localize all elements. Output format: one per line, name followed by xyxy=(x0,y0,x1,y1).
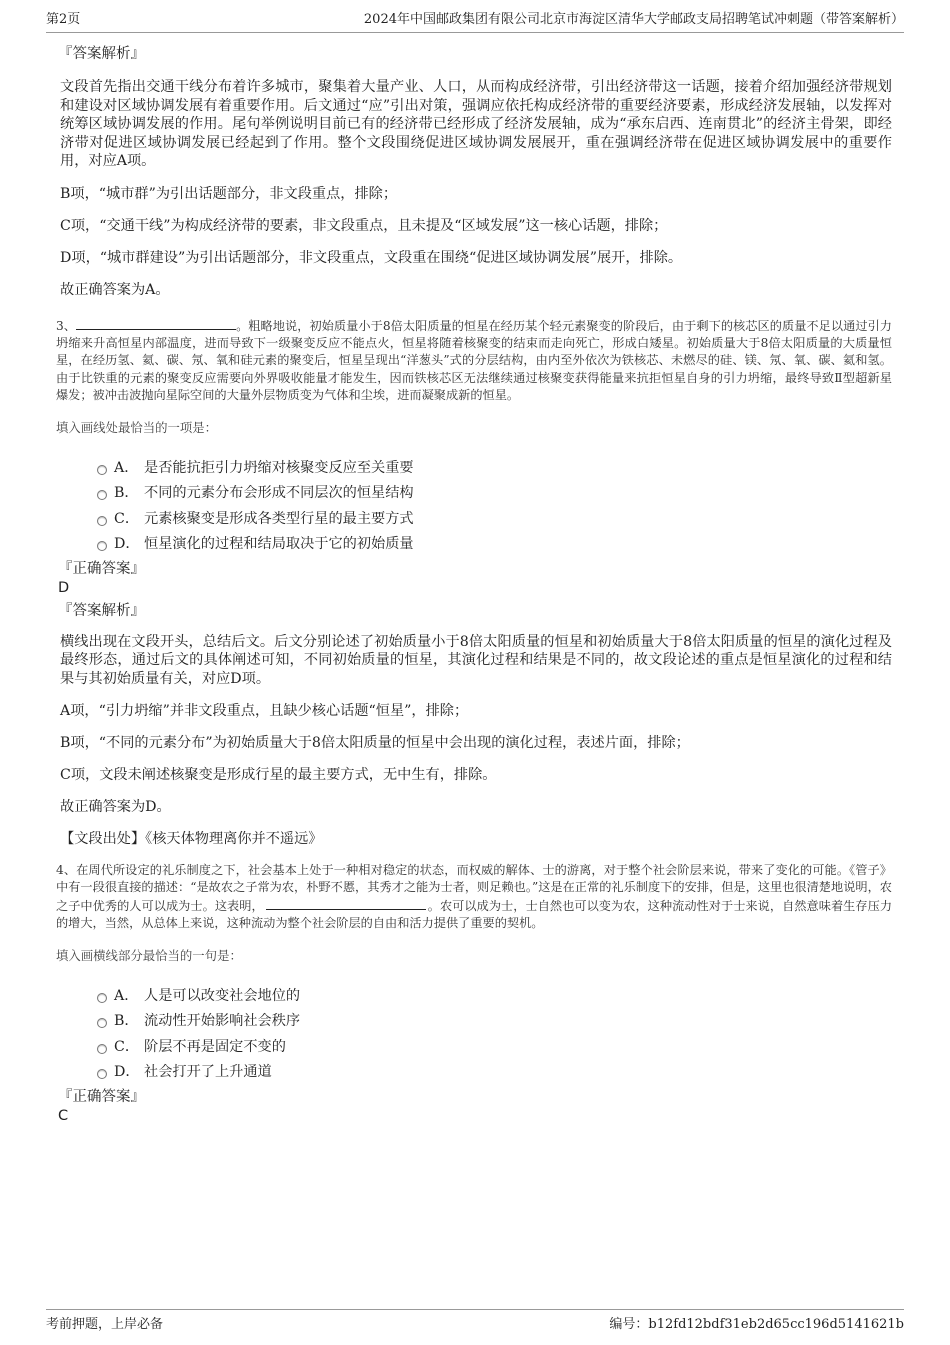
q3-option-a[interactable] xyxy=(56,457,892,483)
q3-options xyxy=(56,457,892,559)
q2-analysis-section xyxy=(56,44,892,299)
radio-icon[interactable] xyxy=(97,1044,107,1054)
q4-answer: C xyxy=(58,1107,69,1124)
q2-analysis-text: 文段首先指出交通干线分布着许多城市，聚集着大量产业、人口，从而构成经济带，引出经济带这一话题，接着介绍加强经济带规划和建设对区域协调发展有着重要作用。后文通过“应”引出对策，强调应依托构成经济带的重要经济要素，形成经济发展轴，以发挥对统筹区域协调发展的作用。尾句举例说明目前已有的经济带已经形成了经济发展轴，成为“承东启西、连南贯北”的经济主骨架，即经济带对促进区域协调发展已经起到了作用。整个文段围绕促进区域协调发展展开，重在强调经济带在促进区域协调发展中的重要作用，对应A项。 xyxy=(60,79,892,169)
q4-prompt: 填入画横线部分最恰当的一句是： xyxy=(56,947,242,963)
option-letter: A． xyxy=(114,987,139,1004)
radio-icon[interactable] xyxy=(97,993,107,1003)
option-text: 流动性开始影响社会秩序 xyxy=(144,1013,301,1030)
question-3 xyxy=(56,317,892,849)
option-letter: C． xyxy=(114,1038,140,1055)
option-letter: B． xyxy=(114,1013,139,1030)
q3-option-d[interactable] xyxy=(56,533,892,559)
q2-correct-answer-line: 故正确答案为A。 xyxy=(60,281,170,298)
document-id: 编号：b12fd12bdf31eb2d65cc196d5141621b xyxy=(609,1317,904,1332)
radio-icon[interactable] xyxy=(97,490,107,500)
document-title: 2024年中国邮政集团有限公司北京市海淀区清华大学邮政支局招聘笔试冲刺题（带答案解析） xyxy=(363,12,904,27)
q3-correct-answer-line: 故正确答案为D。 xyxy=(60,799,171,816)
option-letter: A． xyxy=(114,459,139,476)
page-number: 第2页 xyxy=(46,12,81,27)
q2-analysis-label: 『答案解析』 xyxy=(58,46,145,62)
q4-fill-blank xyxy=(266,897,426,910)
option-letter: D． xyxy=(114,536,140,553)
radio-icon[interactable] xyxy=(97,1069,107,1079)
q3-option-c[interactable] xyxy=(56,508,892,534)
radio-icon[interactable] xyxy=(97,516,107,526)
option-text: 元素核聚变是形成各类型行星的最主要方式 xyxy=(144,510,414,527)
q3-source: 【文段出处】《核天体物理离你并不遥远》 xyxy=(60,831,323,848)
q3-analysis-line-a: A项，“引力坍缩”并非文段重点，且缺少核心话题“恒星”，排除； xyxy=(60,703,469,720)
q2-analysis-line-d: D项，“城市群建设”为引出话题部分，非文段重点，文段重在围绕“促进区域协调发展”展开，排除。 xyxy=(60,249,683,266)
radio-icon[interactable] xyxy=(97,1018,107,1028)
q4-text-after: 。农可以成为士，士自然也可以变为农，这种流动性对于士来说，自然意味着生存压力的增大，当然，从总体上来说，这种流动为整个社会阶层的自由和活力提供了重要的契机。 xyxy=(56,898,893,931)
page-content xyxy=(56,40,892,1125)
option-letter: C． xyxy=(114,510,140,527)
option-text: 是否能抗拒引力坍缩对核聚变反应至关重要 xyxy=(144,459,414,476)
q3-number: 3、 xyxy=(56,318,77,333)
q3-fill-blank xyxy=(76,317,236,330)
q3-analysis-label: 『答案解析』 xyxy=(58,602,145,619)
q4-option-c[interactable] xyxy=(56,1036,892,1062)
q4-option-b[interactable] xyxy=(56,1010,892,1036)
q3-text: 。粗略地说，初始质量小于8倍太阳质量的恒星在经历某个轻元素聚变的阶段后，由于剩下的核芯区的质量不足以通过引力坍缩来升高恒星内部温度，进而导致下一级聚变反应不能点火，恒星将随着核聚变的结束而走向死亡，形成白矮星。初始质量大于8倍太阳质量的大质量恒星，在经历氢、氦、碳、氖、氧和硅元素的聚变后，恒星呈现出“洋葱头”式的分层结构，由内至外依次为铁核芯、未燃尽的硅、镁、氖、氧、碳、氦和氢。由于比铁重的元素的聚变反应需要向外界吸收能量才能发生，因而铁核芯区无法继续通过核聚变获得能量来抗拒恒星自身的引力坍缩，最终导致Ⅱ型超新星爆发；被冲击波抛向星际空间的大量外层物质变为气体和尘埃，进而凝聚成新的恒星。 xyxy=(56,318,892,403)
option-text: 阶层不再是固定不变的 xyxy=(144,1038,286,1055)
q4-option-d[interactable] xyxy=(56,1061,892,1087)
option-text: 不同的元素分布会形成不同层次的恒星结构 xyxy=(144,485,414,502)
q3-prompt: 填入画线处最恰当的一项是： xyxy=(56,419,218,435)
question-4 xyxy=(56,862,892,1125)
q4-stem xyxy=(56,862,892,933)
q3-analysis-line-b: B项，“不同的元素分布”为初始质量大于8倍太阳质量的恒星中会出现的演化过程，表述片面，排除； xyxy=(60,735,690,752)
q3-analysis-text: 横线出现在文段开头，总结后文。后文分别论述了初始质量小于8倍太阳质量的恒星和初始质量大于8倍太阳质量的恒星的演化过程及最终形态，通过后文的具体阐述可知，不同初始质量的恒星，其演化过程和结果是不同的，故文段论述的重点是恒星演化的过程和结果与其初始质量有关，对应D项。 xyxy=(60,633,892,687)
q3-stem xyxy=(56,317,892,405)
q4-options xyxy=(56,985,892,1087)
option-text: 恒星演化的过程和结局取决于它的初始质量 xyxy=(144,536,414,553)
page-footer xyxy=(46,1309,904,1340)
option-text: 社会打开了上升通道 xyxy=(144,1064,272,1081)
q4-answer-label: 『正确答案』 xyxy=(58,1088,145,1105)
q3-analysis-line-c: C项，文段未阐述核聚变是形成行星的最主要方式，无中生有，排除。 xyxy=(60,767,497,784)
q3-option-b[interactable] xyxy=(56,482,892,508)
page-header xyxy=(46,10,904,33)
radio-icon[interactable] xyxy=(97,465,107,475)
q2-analysis-line-b: B项，“城市群”为引出话题部分，非文段重点，排除； xyxy=(60,185,398,202)
option-letter: D． xyxy=(114,1064,140,1081)
q3-answer: D xyxy=(58,579,70,596)
q4-text-before: 在周代所设定的礼乐制度之下，社会基本上处于一种相对稳定的状态，而权威的解体、士的游离，对于整个社会阶层来说，带来了变化的可能。《管子》中有一段很直接的描述：“是故农之子常为农，朴野不慝，其秀才之能为士者，则足赖也。”这是在正常的礼乐制度下的安排，但是，这里也很清楚地说明，农之子中优秀的人可以成为士。这表明， xyxy=(56,863,892,913)
q2-analysis-line-c: C项，“交通干线”为构成经济带的要素，非文段重点，且未提及“区域发展”这一核心话题，排除； xyxy=(60,217,668,234)
radio-icon[interactable] xyxy=(97,541,107,551)
q3-answer-label: 『正确答案』 xyxy=(58,560,145,577)
q4-option-a[interactable] xyxy=(56,985,892,1011)
footer-slogan: 考前押题，上岸必备 xyxy=(46,1317,164,1332)
q4-number: 4、 xyxy=(56,863,77,878)
option-letter: B． xyxy=(114,485,139,502)
option-text: 人是可以改变社会地位的 xyxy=(144,987,301,1004)
